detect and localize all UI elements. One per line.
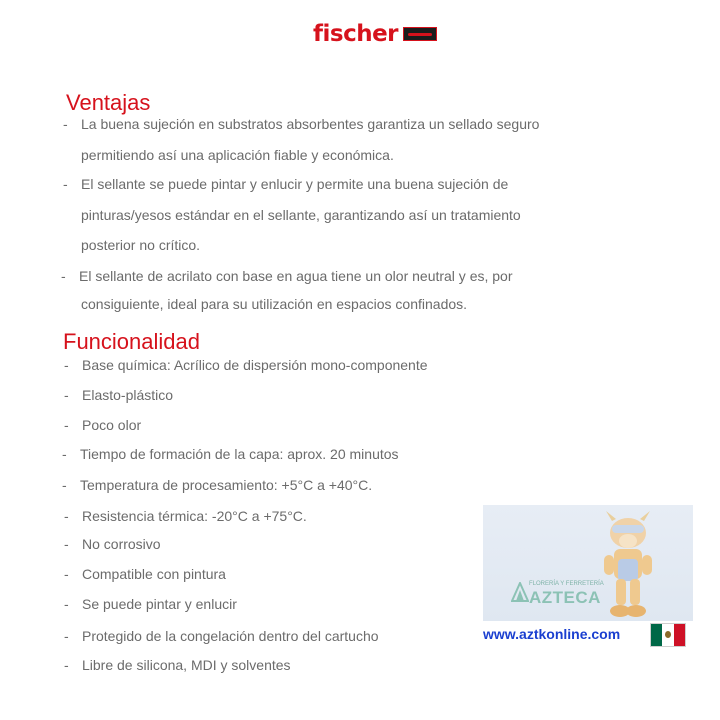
bullet-dash: - — [64, 417, 69, 433]
funcionalidad-item: Base química: Acrílico de dispersión mono-componente — [82, 357, 428, 373]
funcionalidad-item: Protegido de la congelación dentro del cartucho — [82, 628, 379, 644]
azteca-tagline: FLORERÍA Y FERRETERÍA — [529, 581, 604, 587]
bullet-dash: - — [62, 477, 67, 493]
funcionalidad-item: Poco olor — [82, 417, 142, 433]
funcionalidad-item: Compatible con pintura — [82, 566, 226, 582]
azteca-name: AZTECA — [529, 588, 601, 607]
funcionalidad-item: No corrosivo — [82, 536, 161, 552]
funcionalidad-item: Resistencia térmica: -20°C a +75°C. — [82, 508, 307, 524]
azteca-watermark — [483, 505, 693, 621]
bullet-dash: - — [64, 536, 69, 552]
pyramid-icon — [511, 582, 529, 602]
funcionalidad-heading: Funcionalidad — [63, 329, 200, 354]
ventajas-line: La buena sujeción en substratos absorbentes garantiza un sellado seguro — [81, 116, 540, 132]
brand-badge-icon — [403, 27, 437, 41]
store-url: www.aztkonline.com — [483, 626, 621, 642]
funcionalidad-item: Temperatura de procesamiento: +5°C a +40°C. — [80, 477, 373, 493]
ventajas-line: posterior no crítico. — [81, 237, 201, 253]
funcionalidad-item: Libre de silicona, MDI y solventes — [82, 657, 291, 673]
bullet-dash: - — [64, 508, 69, 524]
funcionalidad-item: Se puede pintar y enlucir — [82, 596, 237, 612]
ventajas-line: El sellante se puede pintar y enlucir y permite una buena sujeción de — [81, 176, 509, 192]
fischer-logo — [313, 20, 445, 48]
bullet-dash: - — [64, 657, 69, 673]
ventajas-line: El sellante de acrilato con base en agua tiene un olor neutral y es, por — [79, 268, 513, 284]
bullet-dash: - — [62, 446, 67, 462]
funcionalidad-item: Elasto-plástico — [82, 387, 174, 403]
ventajas-line: consiguiente, ideal para su utilización en espacios confinados. — [81, 296, 468, 312]
funcionalidad-item: Tiempo de formación de la capa: aprox. 20 minutos — [80, 446, 399, 462]
mexico-flag-icon — [650, 623, 686, 647]
bullet-dash: - — [64, 357, 69, 373]
mascot-icon — [598, 511, 658, 619]
bullet-dash: - — [63, 116, 68, 132]
brand-name: fischer — [313, 20, 399, 47]
ventajas-heading: Ventajas — [66, 90, 151, 115]
bullet-dash: - — [64, 596, 69, 612]
ventajas-line: pinturas/yesos estándar en el sellante, garantizando así un tratamiento — [81, 207, 521, 223]
bullet-dash: - — [64, 387, 69, 403]
bullet-dash: - — [64, 628, 69, 644]
ventajas-line: permitiendo así una aplicación fiable y económica. — [81, 147, 394, 163]
bullet-dash: - — [63, 176, 68, 192]
bullet-dash: - — [61, 268, 66, 284]
bullet-dash: - — [64, 566, 69, 582]
